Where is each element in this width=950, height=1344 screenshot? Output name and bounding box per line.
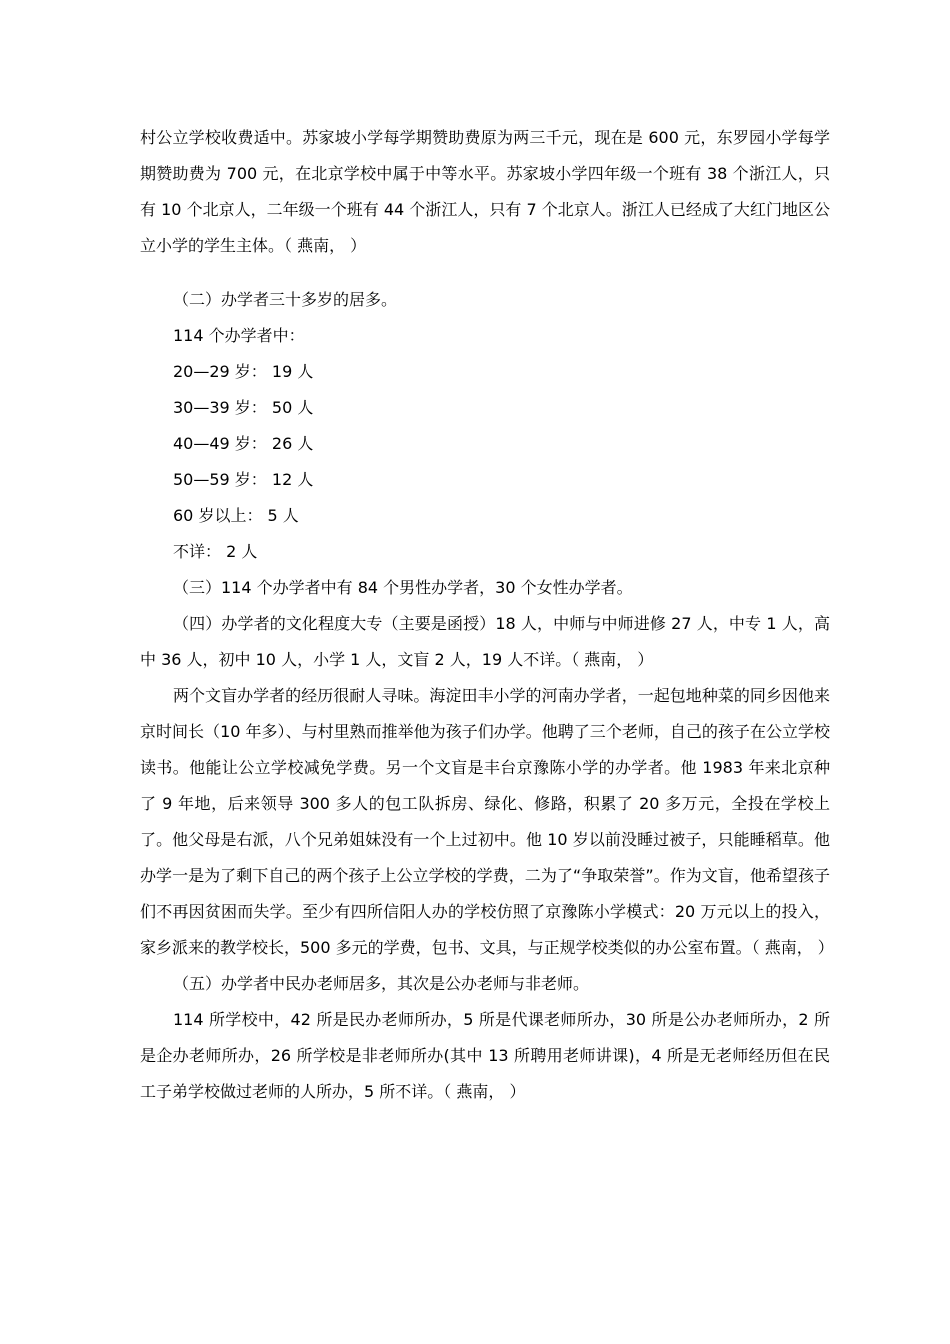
section-heading-4: （四）办学者的文化程度大专（主要是函授）18 人，中师与中师进修 27 人，中专 1 人，高中 36 人，初中 10 人，小学 1 人，文盲 2 人，19 人不详。（ 燕南， ） — [140, 614, 830, 669]
paragraph-founder-background: 114 所学校中，42 所是民办老师所办，5 所是代课老师所办，30 所是公办老师所办，2 所是企办老师所办，26 所学校是非老师所办(其中 13 所聘用老师讲课)，4 所是无老师经历但在民工子弟学校做过老师的人所办，5 所不详。（ 燕南， ） — [140, 1010, 830, 1101]
paragraph-fees: 村公立学校收费适中。苏家坡小学每学期赞助费原为两三千元，现在是 600 元，东罗园小学每学期赞助费为 700 元，在北京学校中属于中等水平。苏家坡小学四年级一个班有 38 个浙江人，只有 10 个北京人，二年级一个班有 44 个浙江人，只有 7 个北京人。浙江人已经成了大红门地区公立小学的学生主体。（ 燕南， ） — [140, 128, 830, 255]
section-heading-5: （五）办学者中民办老师居多，其次是公办老师与非老师。 — [173, 974, 590, 993]
age-row: 20—29 岁： 19 人 — [173, 362, 314, 381]
age-row: 30—39 岁： 50 人 — [173, 398, 314, 417]
section-heading-2: （二）办学者三十多岁的居多。 — [173, 290, 398, 309]
paragraph-illiterate-founders: 两个文盲办学者的经历很耐人寻味。海淀田丰小学的河南办学者，一起包地种菜的同乡因他来京时间长（10 年多）、与村里熟而推举他为孩子们办学。他聘了三个老师，自己的孩子在公立学校读书。他能让公立学校减免学费。另一个文盲是丰台京豫陈小学的办学者。他 1983 年来北京种了 9 年地，后来领导 300 多人的包工队拆房、绿化、修路，积累了 20 多万元，全投在学校上了。他父母是右派，八个兄弟姐妹没有一个上过初中。他 10 岁以前没睡过被子，只能睡稻草。他办学一是为了剩下自己的两个孩子上公立学校的学费，二为了“争取荣誉”。作为文盲，他希望孩子们不再因贫困而失学。至少有四所信阳人办的学校仿照了京豫陈小学模式：20 万元以上的投入，家乡派来的教学校长，500 多元的学费，包书、文具，与正规学校类似的办公室布置。（ 燕南， ） — [140, 686, 834, 957]
age-row: 60 岁以上： 5 人 — [173, 506, 299, 525]
age-intro: 114 个办学者中： — [173, 326, 305, 345]
age-row: 40—49 岁： 26 人 — [173, 434, 314, 453]
age-row: 不详： 2 人 — [173, 542, 258, 561]
document-page — [140, 120, 834, 1110]
section-heading-3: （三）114 个办学者中有 84 个男性办学者，30 个女性办学者。 — [173, 578, 633, 597]
age-row: 50—59 岁： 12 人 — [173, 470, 314, 489]
spacer — [140, 264, 830, 282]
